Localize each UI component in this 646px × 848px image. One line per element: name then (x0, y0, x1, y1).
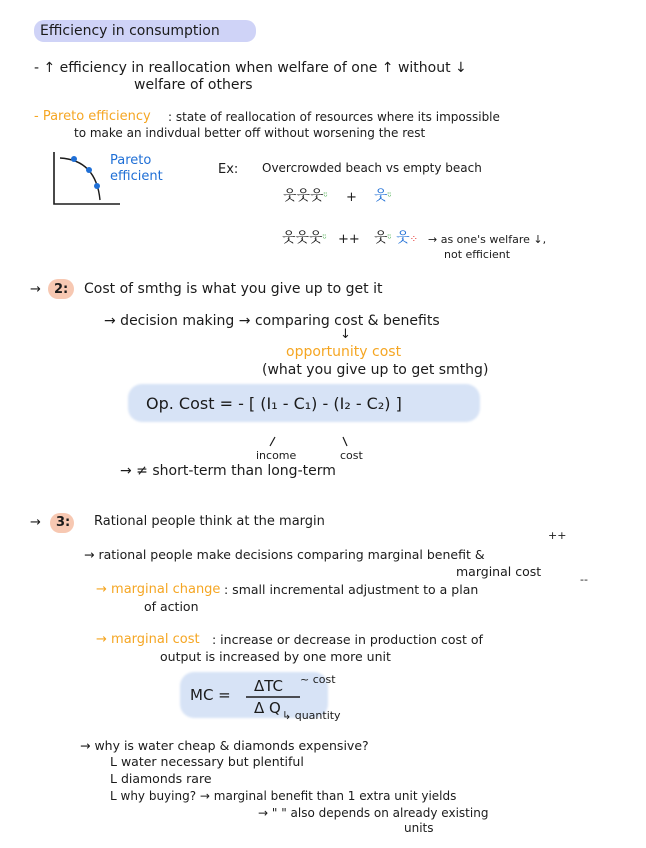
diamond-answer: L diamonds rare (110, 771, 212, 786)
marginal-change-term: → marginal change (96, 582, 221, 597)
down-arrow: ↓ (340, 327, 351, 342)
opportunity-cost-def: (what you give up to get smthg) (262, 362, 489, 378)
also-depends-b: units (404, 821, 434, 835)
marginal-change-def-b: of action (144, 599, 199, 614)
pareto-term: - Pareto efficiency (34, 109, 151, 124)
mc-quantity-note: ↳ quantity (282, 709, 341, 722)
marginal-cost-def-b: output is increased by one more unit (160, 649, 391, 664)
plusplus-sign: ++ (338, 232, 360, 247)
why-buying: L why buying? → marginal benefit than 1 extra unit yields (110, 789, 457, 803)
page-title: Efficiency in consumption (40, 23, 220, 39)
pareto-def-a: : state of reallocation of resources where its impossible (168, 110, 500, 124)
point-3-badge: 3: (56, 515, 71, 530)
pareto-curve-label-2: efficient (110, 169, 163, 184)
marginal-cost-def-a: : increase or decrease in production cost of (212, 632, 483, 647)
mc-denominator: Δ Q (254, 699, 281, 717)
point-2-text: Cost of smthg is what you give up to get it (84, 281, 383, 297)
efficiency-line-b: welfare of others (134, 77, 253, 93)
single-person-happy: 웃ᵕ̈ (374, 188, 392, 204)
crowded-people-1: 웃웃웃ᵕ̈ (283, 188, 328, 204)
mc-cost-note: ~ cost (300, 673, 336, 686)
water-question: → why is water cheap & diamonds expensive? (80, 738, 369, 753)
minus-mark: -- (580, 573, 588, 586)
opportunity-cost-formula: Op. Cost = - [ (I₁ - C₁) - (I₂ - C₂) ] (146, 394, 402, 413)
mc-numerator: ΔTC (254, 677, 284, 695)
decision-making: → decision making → comparing cost & benefits (104, 313, 440, 329)
mc-lhs: MC = (190, 686, 231, 704)
rational-people: → rational people make decisions comparing marginal benefit & (84, 547, 485, 562)
point-3-text: Rational people think at the margin (94, 514, 325, 529)
marginal-cost-line: marginal cost (456, 564, 542, 579)
opportunity-cost-term: opportunity cost (286, 344, 402, 360)
example-label: Ex: (218, 162, 239, 177)
point-3-arrow: → (30, 515, 41, 530)
marginal-change-def-a: : small incremental adjustment to a plan (224, 582, 479, 597)
pareto-def-b: to make an indivdual better off without worsening the rest (74, 126, 426, 140)
plus-sign: + (346, 190, 357, 205)
crowded-people-2: 웃웃웃ᵕ̈ (282, 230, 327, 246)
short-vs-long-term: → ≠ short-term than long-term (120, 463, 336, 479)
also-depends-a: → " " also depends on already existing (258, 806, 489, 820)
marginal-cost-term: → marginal cost (96, 632, 200, 647)
welfare-note-a: → as one's welfare ↓, (428, 233, 547, 246)
example-text: Overcrowded beach vs empty beach (262, 161, 482, 175)
formula-income-label: income (256, 449, 297, 462)
point-2-arrow: → (30, 282, 41, 297)
pareto-curve-label-1: Pareto (110, 153, 152, 168)
formula-cost-label: cost (340, 449, 363, 462)
plus-mark: ++ (548, 529, 567, 542)
two-people: 웃ᵕ̈ 웃⁘ (374, 230, 419, 246)
welfare-note-b: not efficient (444, 248, 511, 261)
water-answer: L water necessary but plentiful (110, 754, 304, 769)
point-2-badge: 2: (54, 282, 69, 297)
efficiency-line-a: - ↑ efficiency in reallocation when welfare of one ↑ without ↓ (34, 60, 467, 76)
